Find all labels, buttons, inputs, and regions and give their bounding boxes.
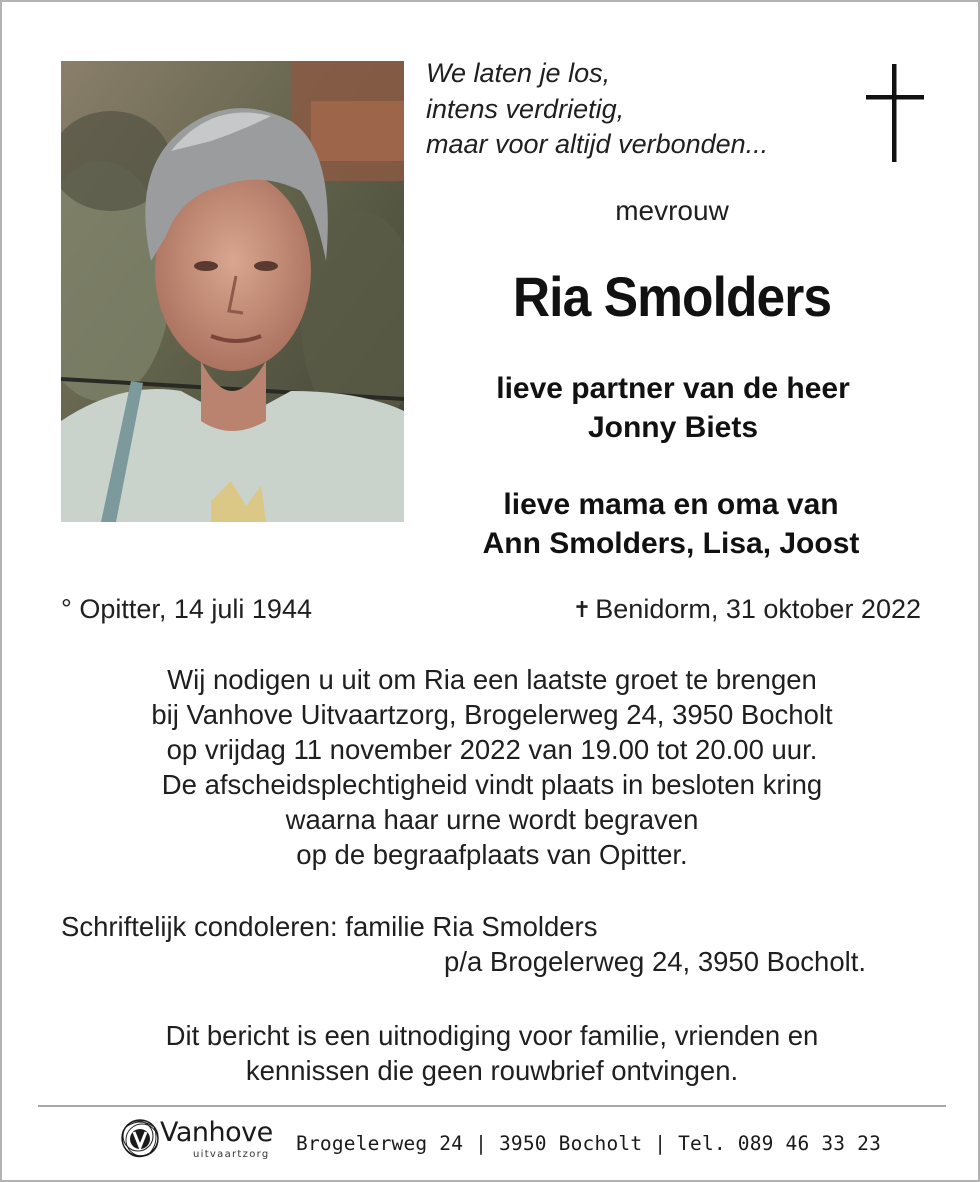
poem-line: We laten je los, xyxy=(426,58,611,88)
footer-address: Brogelerweg 24 | 3950 Bocholt | Tel. 089 46 33 23 xyxy=(296,1132,882,1155)
condolence-line: Schriftelijk condoleren: familie Ria Smolders xyxy=(61,911,598,942)
dagger-icon: ✝ xyxy=(572,597,592,622)
invitation-line: bij Vanhove Uitvaartzorg, Brogelerweg 24, 3950 Bocholt xyxy=(151,699,833,730)
invitation-line: waarna haar urne wordt begraven xyxy=(285,804,699,835)
children-block xyxy=(431,485,911,563)
birth-place-date: Opitter, 14 juli 1944 xyxy=(79,594,312,624)
notice-line: Dit bericht is een uitnodiging voor familie, vrienden en xyxy=(165,1020,819,1051)
invitation-line: op de begraafplaats van Opitter. xyxy=(296,839,688,870)
partner-line: lieve partner van de heer xyxy=(496,372,850,405)
condolence-address: p/a Brogelerweg 24, 3950 Bocholt. xyxy=(444,946,866,977)
birth-symbol: ° xyxy=(61,594,72,624)
logo-name: Vanhove xyxy=(160,1117,273,1148)
notice-text xyxy=(42,1018,942,1088)
children-names: Ann Smolders, Lisa, Joost xyxy=(482,527,860,560)
footer-divider xyxy=(38,1105,946,1107)
partner-name: Jonny Biets xyxy=(587,411,759,444)
children-line: lieve mama en oma van xyxy=(503,488,839,521)
vanhove-logo-icon xyxy=(118,1115,162,1161)
death-info xyxy=(573,594,921,625)
poem xyxy=(426,56,846,163)
notice-line: kennissen die geen rouwbrief ontvingen. xyxy=(245,1055,739,1086)
invitation-text xyxy=(42,662,942,872)
birth-info xyxy=(61,594,312,625)
deceased-name: Ria Smolders xyxy=(512,265,832,328)
honorific: mevrouw xyxy=(615,195,729,226)
cross-icon xyxy=(866,64,924,162)
invitation-line: Wij nodigen u uit om Ria een laatste groet te brengen xyxy=(167,664,817,695)
invitation-line: op vrijdag 11 november 2022 van 19.00 tot 20.00 uur. xyxy=(166,734,818,765)
portrait-illustration xyxy=(61,61,404,522)
death-place-date: Benidorm, 31 oktober 2022 xyxy=(595,594,921,624)
invitation-line: De afscheidsplechtigheid vindt plaats in besloten kring xyxy=(161,769,823,800)
vanhove-logo xyxy=(118,1115,288,1163)
poem-line: intens verdrietig, xyxy=(426,93,625,124)
portrait-photo xyxy=(61,61,404,522)
poem-line: maar voor altijd verbonden... xyxy=(426,129,769,159)
partner-block xyxy=(433,369,913,447)
logo-subtitle: uitvaartzorg xyxy=(193,1149,270,1160)
